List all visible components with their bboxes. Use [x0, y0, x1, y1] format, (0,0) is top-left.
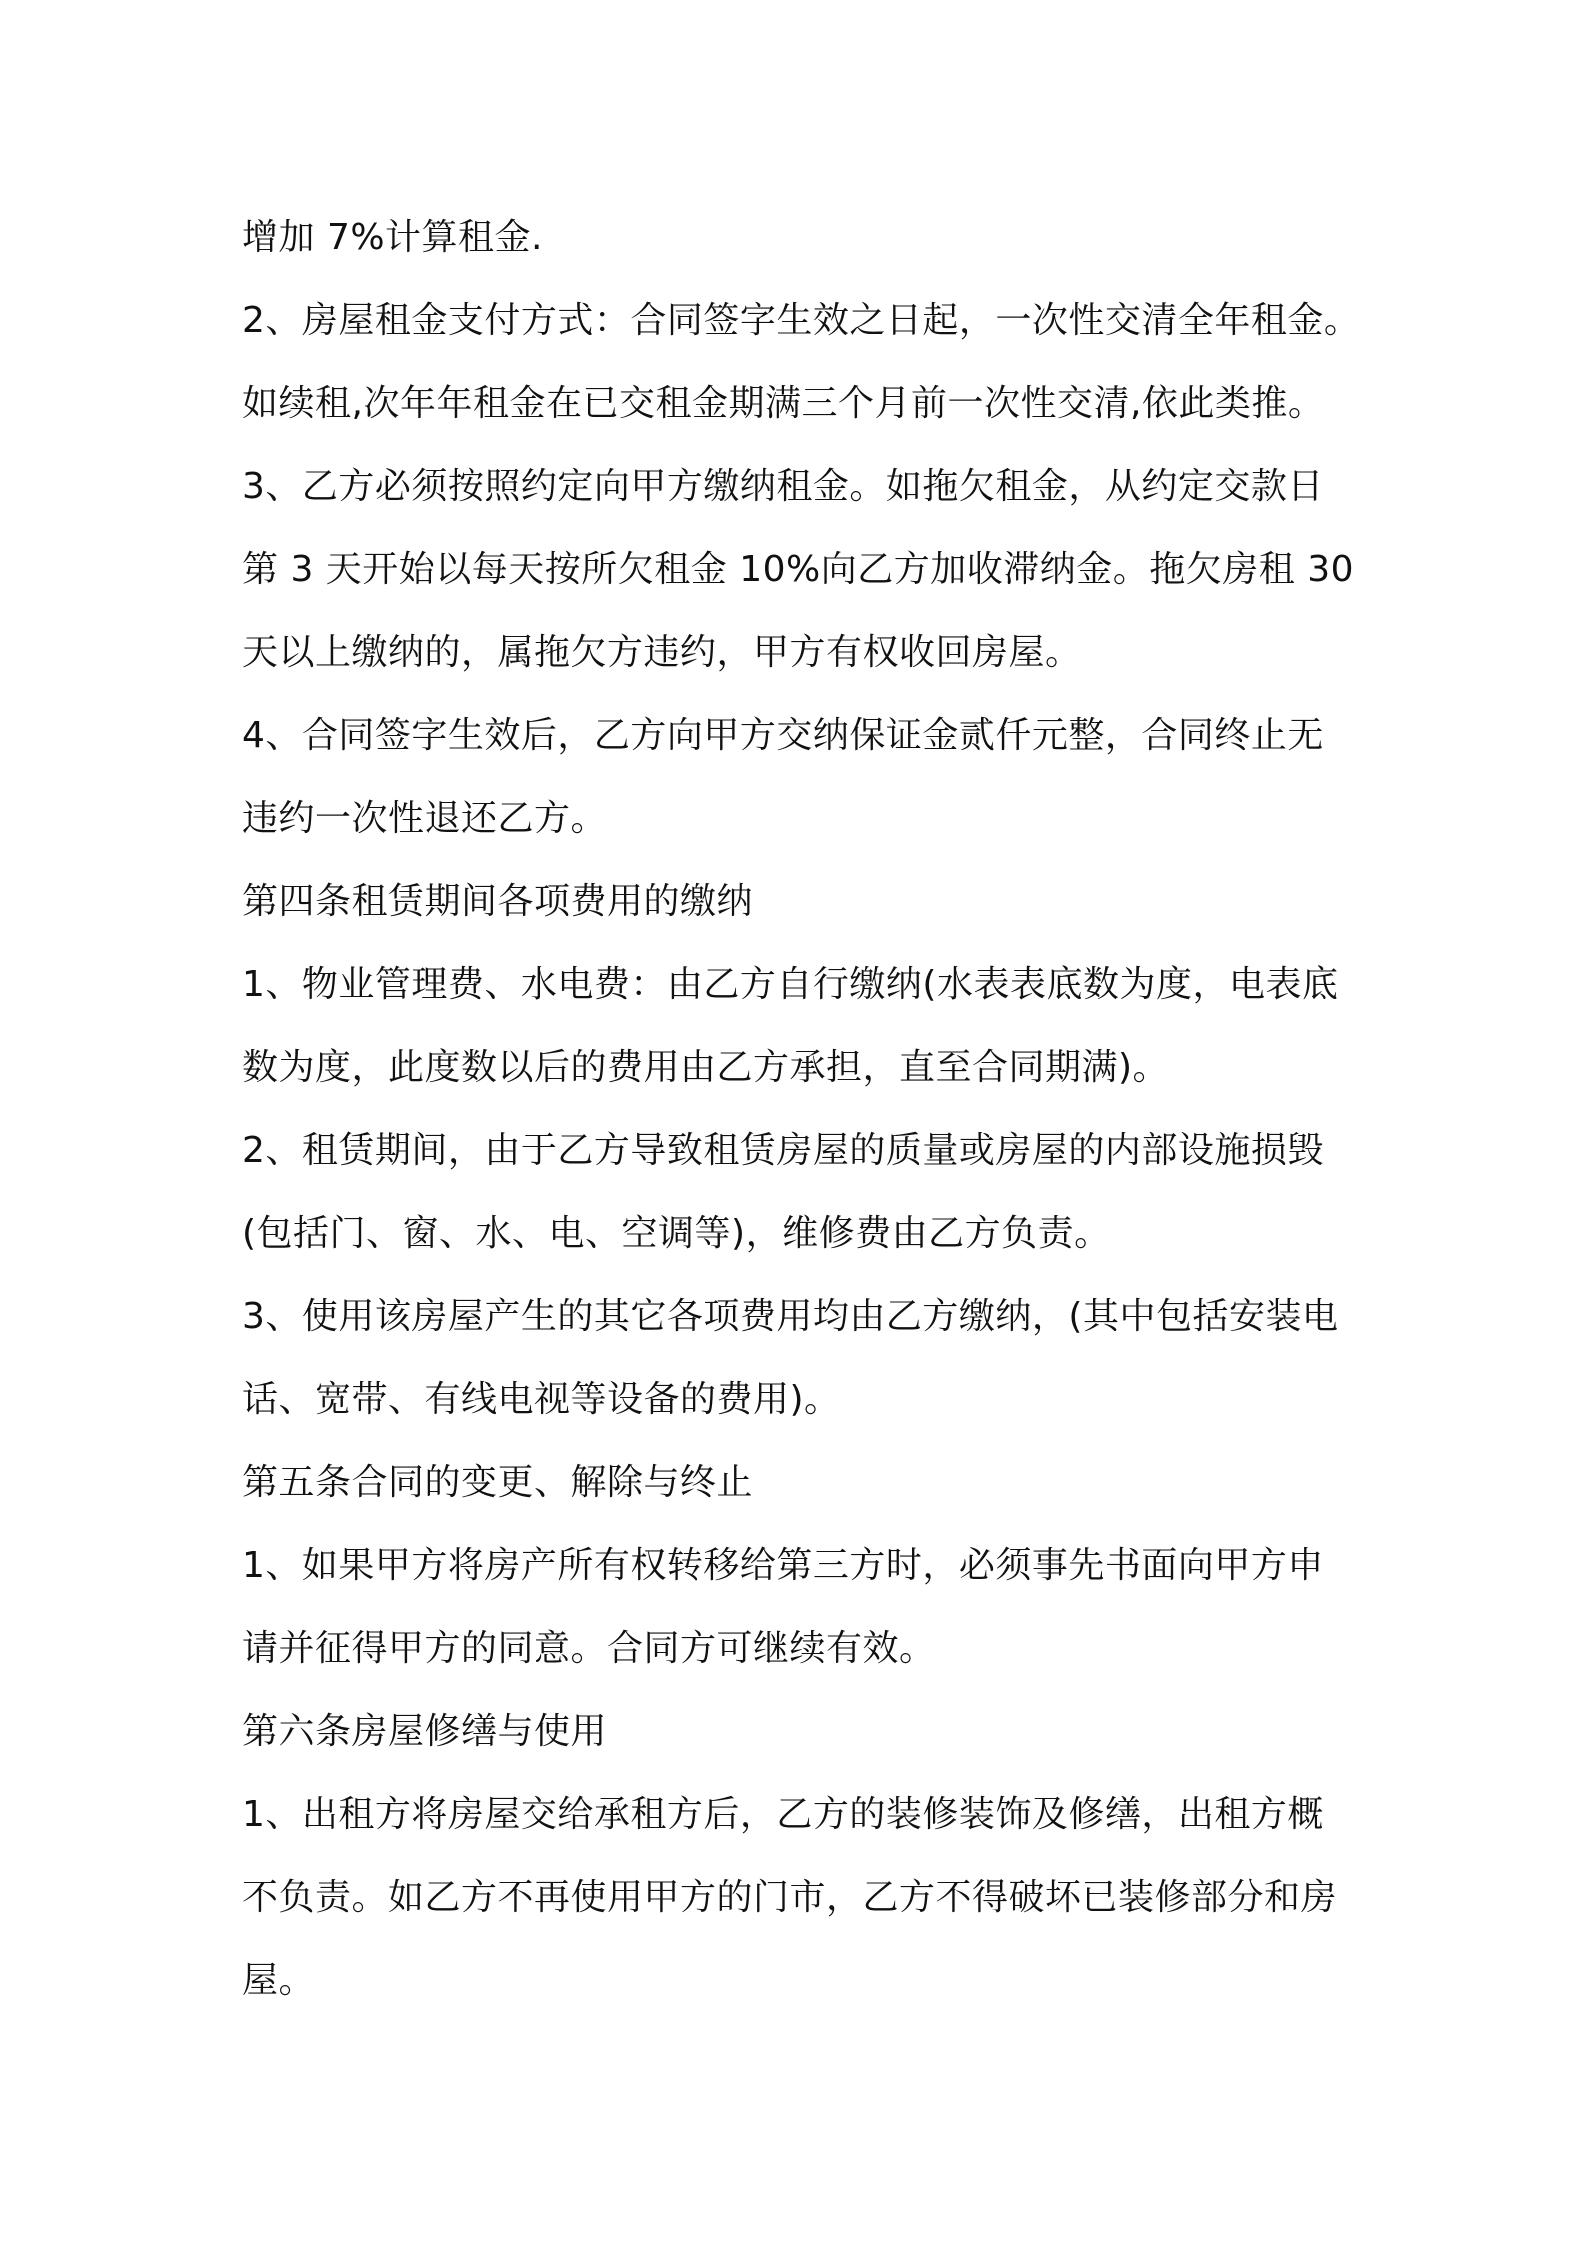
- text-line: (包括门、窗、水、电、空调等)，维修费由乙方负责。: [242, 1213, 1111, 1254]
- text-line: 1、如果甲方将房产所有权转移给第三方时，必须事先书面向甲方申: [242, 1545, 1324, 1586]
- text-line: 增加 7%计算租金.: [242, 217, 543, 258]
- text-line: 4、合同签字生效后，乙方向甲方交纳保证金贰仟元整，合同终止无: [242, 715, 1324, 756]
- text-line: 1、出租方将房屋交给承租方后，乙方的装修装饰及修缮，出租方概: [242, 1794, 1324, 1835]
- text-line: 2、房屋租金支付方式：合同签字生效之日起，一次性交清全年租金。: [242, 300, 1361, 341]
- text-line: 第 3 天开始以每天按所欠租金 10%向乙方加收滞纳金。拖欠房租 30: [242, 549, 1355, 590]
- text-line: 3、使用该房屋产生的其它各项费用均由乙方缴纳，(其中包括安装电: [242, 1296, 1339, 1337]
- text-line: 天以上缴纳的，属拖欠方违约，甲方有权收回房屋。: [242, 632, 1082, 673]
- section-heading: 第六条房屋修缮与使用: [242, 1711, 608, 1752]
- document-body: [242, 196, 1372, 2022]
- text-line: 不负责。如乙方不再使用甲方的门市，乙方不得破坏已装修部分和房: [242, 1877, 1338, 1918]
- text-line: 屋。: [242, 1960, 316, 2001]
- section-heading: 第五条合同的变更、解除与终止: [242, 1462, 754, 1503]
- text-line: 如续租,次年年租金在已交租金期满三个月前一次性交清,依此类推。: [242, 383, 1325, 424]
- text-line: 3、乙方必须按照约定向甲方缴纳租金。如拖欠租金，从约定交款日: [242, 466, 1324, 507]
- text-line: 违约一次性退还乙方。: [242, 798, 608, 839]
- text-line: 请并征得甲方的同意。合同方可继续有效。: [242, 1628, 936, 1669]
- text-line: 1、物业管理费、水电费：由乙方自行缴纳(水表表底数为度，电表底: [242, 964, 1339, 1005]
- text-line: 数为度，此度数以后的费用由乙方承担，直至合同期满)。: [242, 1047, 1170, 1088]
- text-line: 2、租赁期间，由于乙方导致租赁房屋的质量或房屋的内部设施损毁: [242, 1130, 1324, 1171]
- text-line: 话、宽带、有线电视等设备的费用)。: [242, 1379, 841, 1420]
- section-heading: 第四条租赁期间各项费用的缴纳: [242, 881, 754, 922]
